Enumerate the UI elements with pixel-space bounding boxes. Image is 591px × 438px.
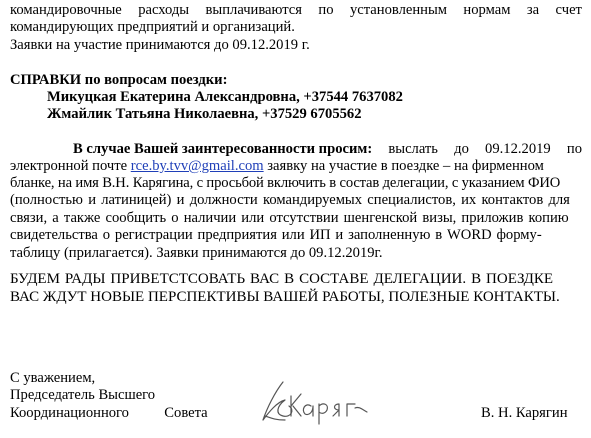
request-line-1-word: 09.12.2019 [485, 141, 551, 157]
contact-person-2: Жмайлик Татьяна Николаевна, +37529 6705562 [47, 106, 362, 122]
intro-line-1-word: командировочные [10, 2, 122, 18]
intro-line-1 [10, 2, 582, 20]
intro-line-1-word: нормам [463, 2, 511, 18]
request-line-2-post: заявку на участие в поездке – на фирменном [267, 158, 544, 174]
request-line-1-word: до [454, 141, 469, 157]
intro-line-1-word: расходы [138, 2, 190, 18]
request-line-3: бланке, на имя В.Н. Карягина, с просьбой включить в состав делегации, с указанием ФИО [10, 175, 561, 191]
request-line-1 [73, 141, 582, 159]
signer-title-2 [10, 405, 208, 423]
signer-title-1: Председатель Высшего [10, 387, 156, 403]
closing-line-2: ВАС ЖДУТ НОВЫЕ ПЕРСПЕКТИВЫ ВАШЕЙ РАБОТЫ, ПОЛЕЗНЫЕ КОНТАКТЫ. [10, 289, 560, 305]
request-line-1-word: по [566, 141, 582, 157]
email-link[interactable]: rce.by.tvv@gmail.com [130, 158, 264, 174]
regards: С уважением, [10, 370, 96, 386]
request-line-5: связи, а также сообщить о наличии или отсутствии шенгенской визы, приложив копию [10, 210, 569, 226]
request-line-4: (полностью и латиницей) и должности командируемых специалистов, их контактов для [10, 192, 570, 208]
request-line-1-word: выслать [388, 141, 438, 157]
contacts-heading: СПРАВКИ по вопросам поездки: [10, 72, 228, 88]
intro-line-1-word: по [318, 2, 334, 18]
contact-person-1: Микуцкая Екатерина Александровна, +37544 7637082 [47, 89, 403, 105]
request-lead: В случае Вашей заинтересованности просим: [73, 141, 373, 157]
intro-line-1-word: счет [555, 2, 582, 18]
signer-title-2b: Совета [164, 405, 208, 421]
signer-name: В. Н. Карягин [481, 405, 568, 421]
handwritten-signature [255, 372, 375, 427]
intro-line-1-word: выплачиваются [205, 2, 302, 18]
intro-line-2: командирующих предприятий и организаций. [10, 19, 295, 35]
intro-line-1-word: за [526, 2, 540, 18]
request-line-6: свидетельства о регистрации предприятия или ИП и заполненную в WORD форму- [10, 227, 542, 243]
request-line-2 [10, 158, 544, 176]
intro-deadline: Заявки на участие принимаются до 09.12.2019 г. [10, 37, 310, 53]
signer-title-2a: Координационного [10, 405, 129, 421]
request-line-2-pre: электронной почте [10, 158, 128, 174]
request-line-7: таблицу (прилагается). Заявки принимаются до 09.12.2019г. [10, 245, 383, 261]
closing-line-1: БУДЕМ РАДЫ ПРИВЕТСТСОВАТЬ ВАС В СОСТАВЕ ДЕЛЕГАЦИИ. В ПОЕЗДКЕ [10, 271, 554, 287]
intro-line-1-word: установленным [349, 2, 447, 18]
